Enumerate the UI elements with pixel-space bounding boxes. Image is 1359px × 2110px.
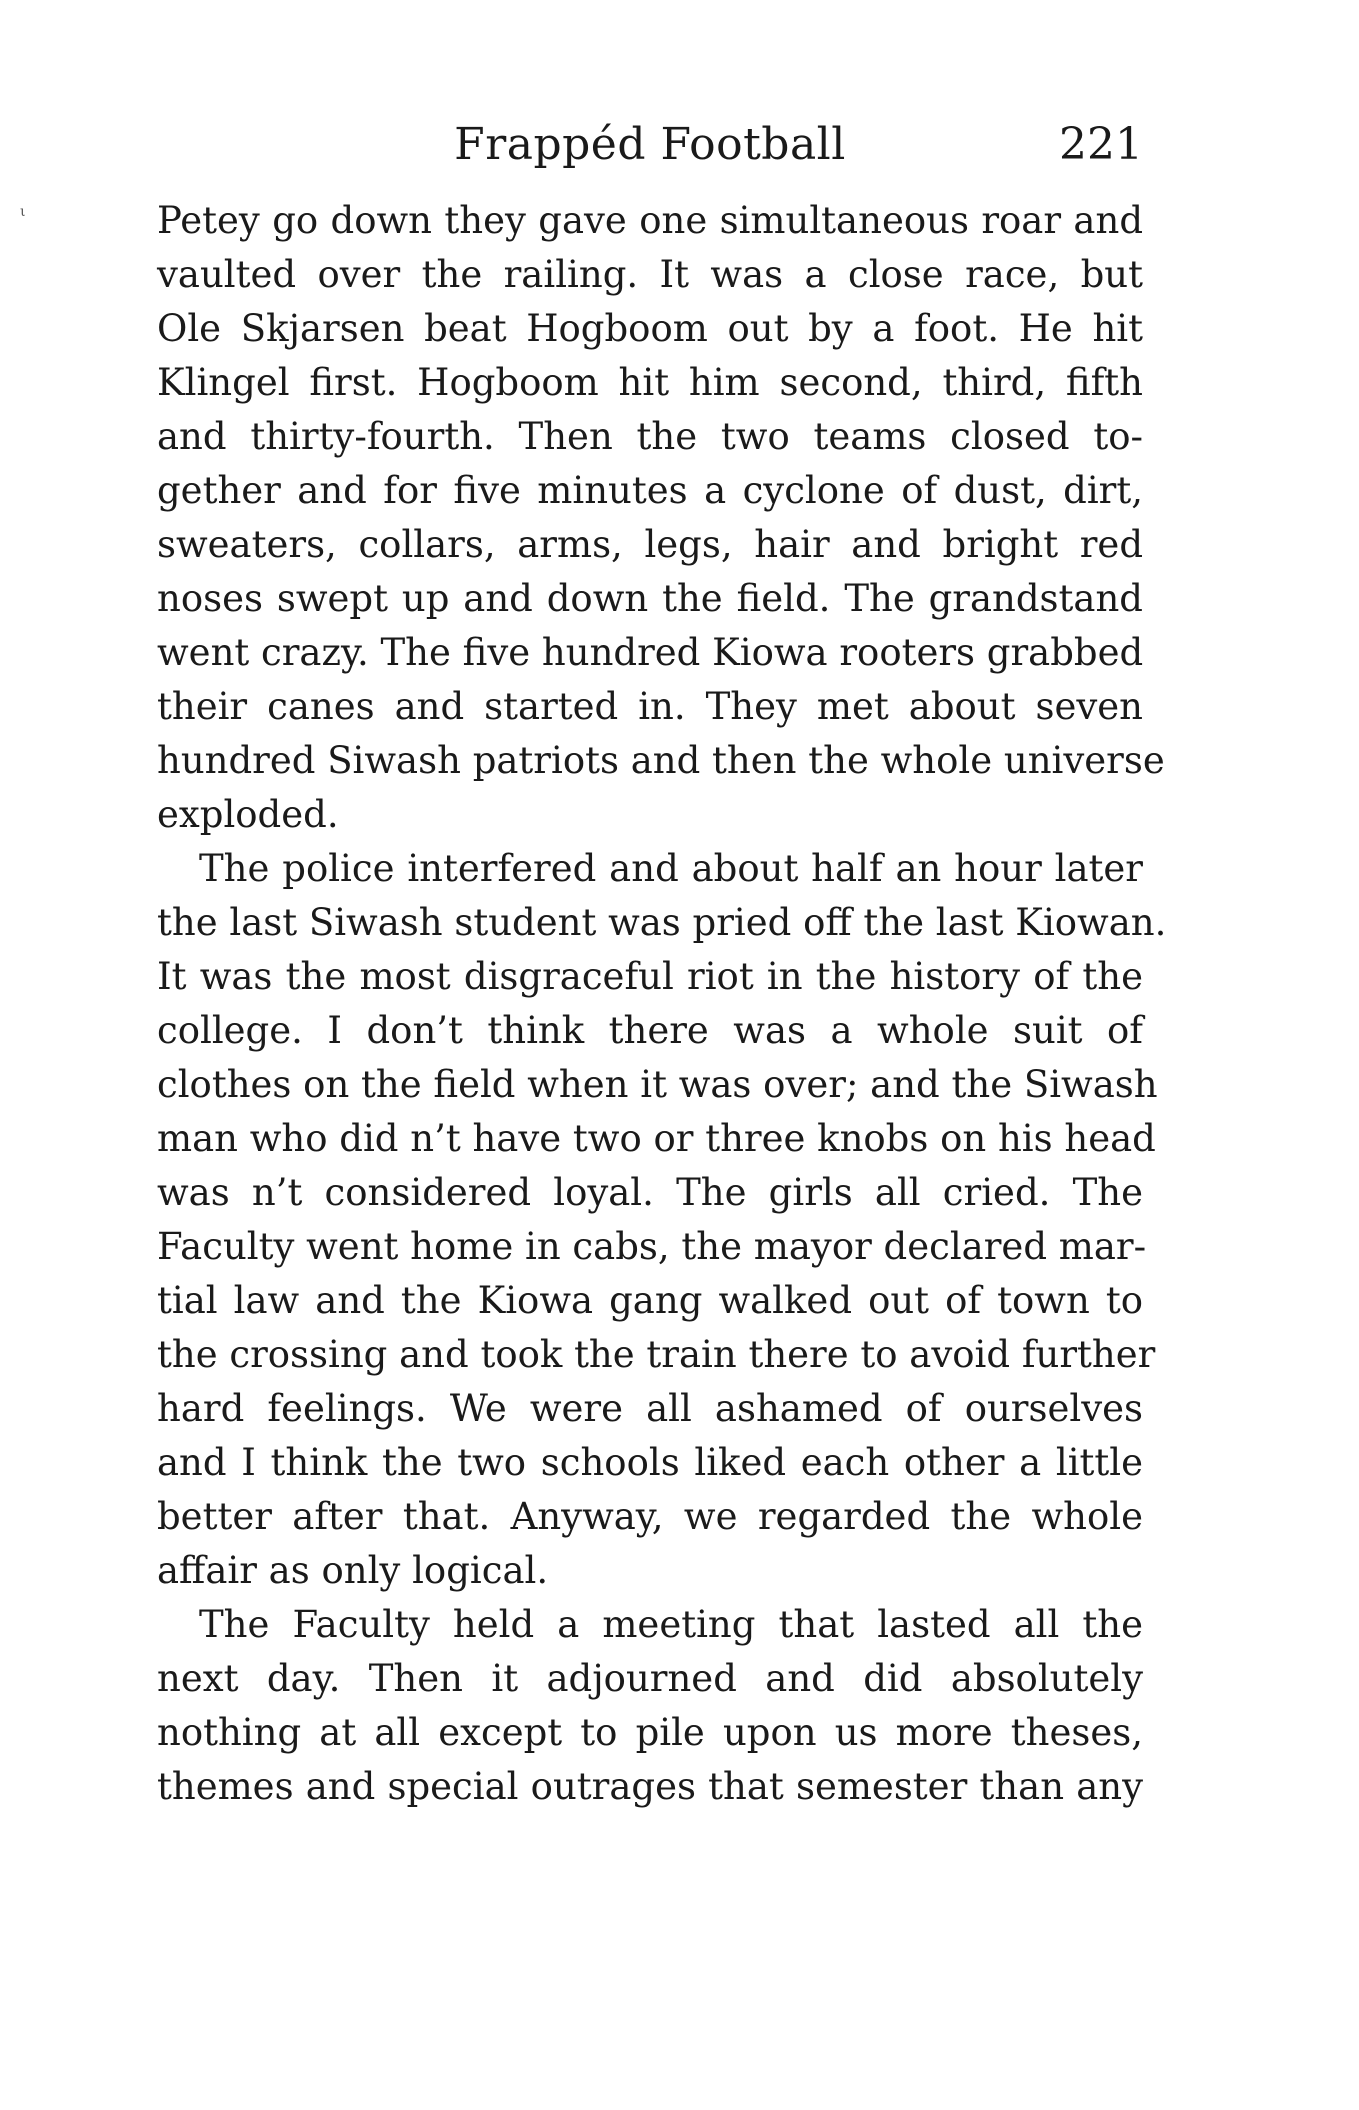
text-line: nothing at all except to pile upon us more theses,: [157, 1711, 1143, 1754]
text-line: next day. Then it adjourned and did absolutely: [157, 1657, 1143, 1700]
text-line: themes and special outrages that semester than any: [157, 1765, 1143, 1808]
text-line: gether and for five minutes a cyclone of dust, dirt,: [157, 469, 1143, 512]
text-line: Faculty went home in cabs, the mayor declared mar-: [157, 1225, 1147, 1268]
text-line: was n’t considered loyal. The girls all cried. The: [157, 1171, 1143, 1214]
paragraph: [157, 842, 1167, 1598]
text-line: Ole Skjarsen beat Hogboom out by a foot. He hit: [157, 307, 1143, 350]
text-line: The Faculty held a meeting that lasted all the: [199, 1603, 1143, 1646]
page-header: [157, 110, 1143, 180]
text-line: Klingel first. Hogboom hit him second, third, fifth: [157, 361, 1143, 404]
text-line: It was the most disgraceful riot in the history of the: [157, 955, 1143, 998]
text-line: better after that. Anyway, we regarded the whole: [157, 1495, 1143, 1538]
text-line: sweaters, collars, arms, legs, hair and bright red: [157, 523, 1143, 566]
book-page: [157, 110, 1167, 1814]
text-line: hundred Siwash patriots and then the whole universe: [157, 739, 1165, 782]
text-line: went crazy. The five hundred Kiowa rooters grabbed: [157, 631, 1144, 674]
paragraph: [157, 194, 1165, 842]
text-line: and thirty-fourth. Then the two teams closed to-: [157, 415, 1143, 458]
text-line: exploded.: [157, 793, 339, 836]
running-title: Frappéd Football: [454, 119, 846, 170]
text-line: clothes on the field when it was over; and the Siwash: [157, 1063, 1158, 1106]
text-line: the crossing and took the train there to avoid further: [157, 1333, 1156, 1376]
text-line: college. I don’t think there was a whole suit of: [157, 1009, 1143, 1052]
margin-mark: ι: [20, 204, 26, 220]
paragraph: [157, 1598, 1143, 1814]
page-number: 221: [1059, 119, 1143, 170]
body-text: [157, 194, 1167, 1814]
text-line: hard feelings. We were all ashamed of ourselves: [157, 1387, 1143, 1430]
text-line: vaulted over the railing. It was a close race, but: [157, 253, 1143, 296]
text-line: the last Siwash student was pried off the last Kiowan.: [157, 901, 1167, 944]
text-line: their canes and started in. They met about seven: [157, 685, 1143, 728]
text-line: tial law and the Kiowa gang walked out of town to: [157, 1279, 1143, 1322]
text-line: noses swept up and down the field. The grandstand: [157, 577, 1143, 620]
text-line: The police interfered and about half an hour later: [199, 847, 1143, 890]
text-line: Petey go down they gave one simultaneous roar and: [157, 199, 1143, 242]
text-line: man who did n’t have two or three knobs on his head: [157, 1117, 1156, 1160]
text-line: affair as only logical.: [157, 1549, 549, 1592]
text-line: and I think the two schools liked each other a little: [157, 1441, 1143, 1484]
